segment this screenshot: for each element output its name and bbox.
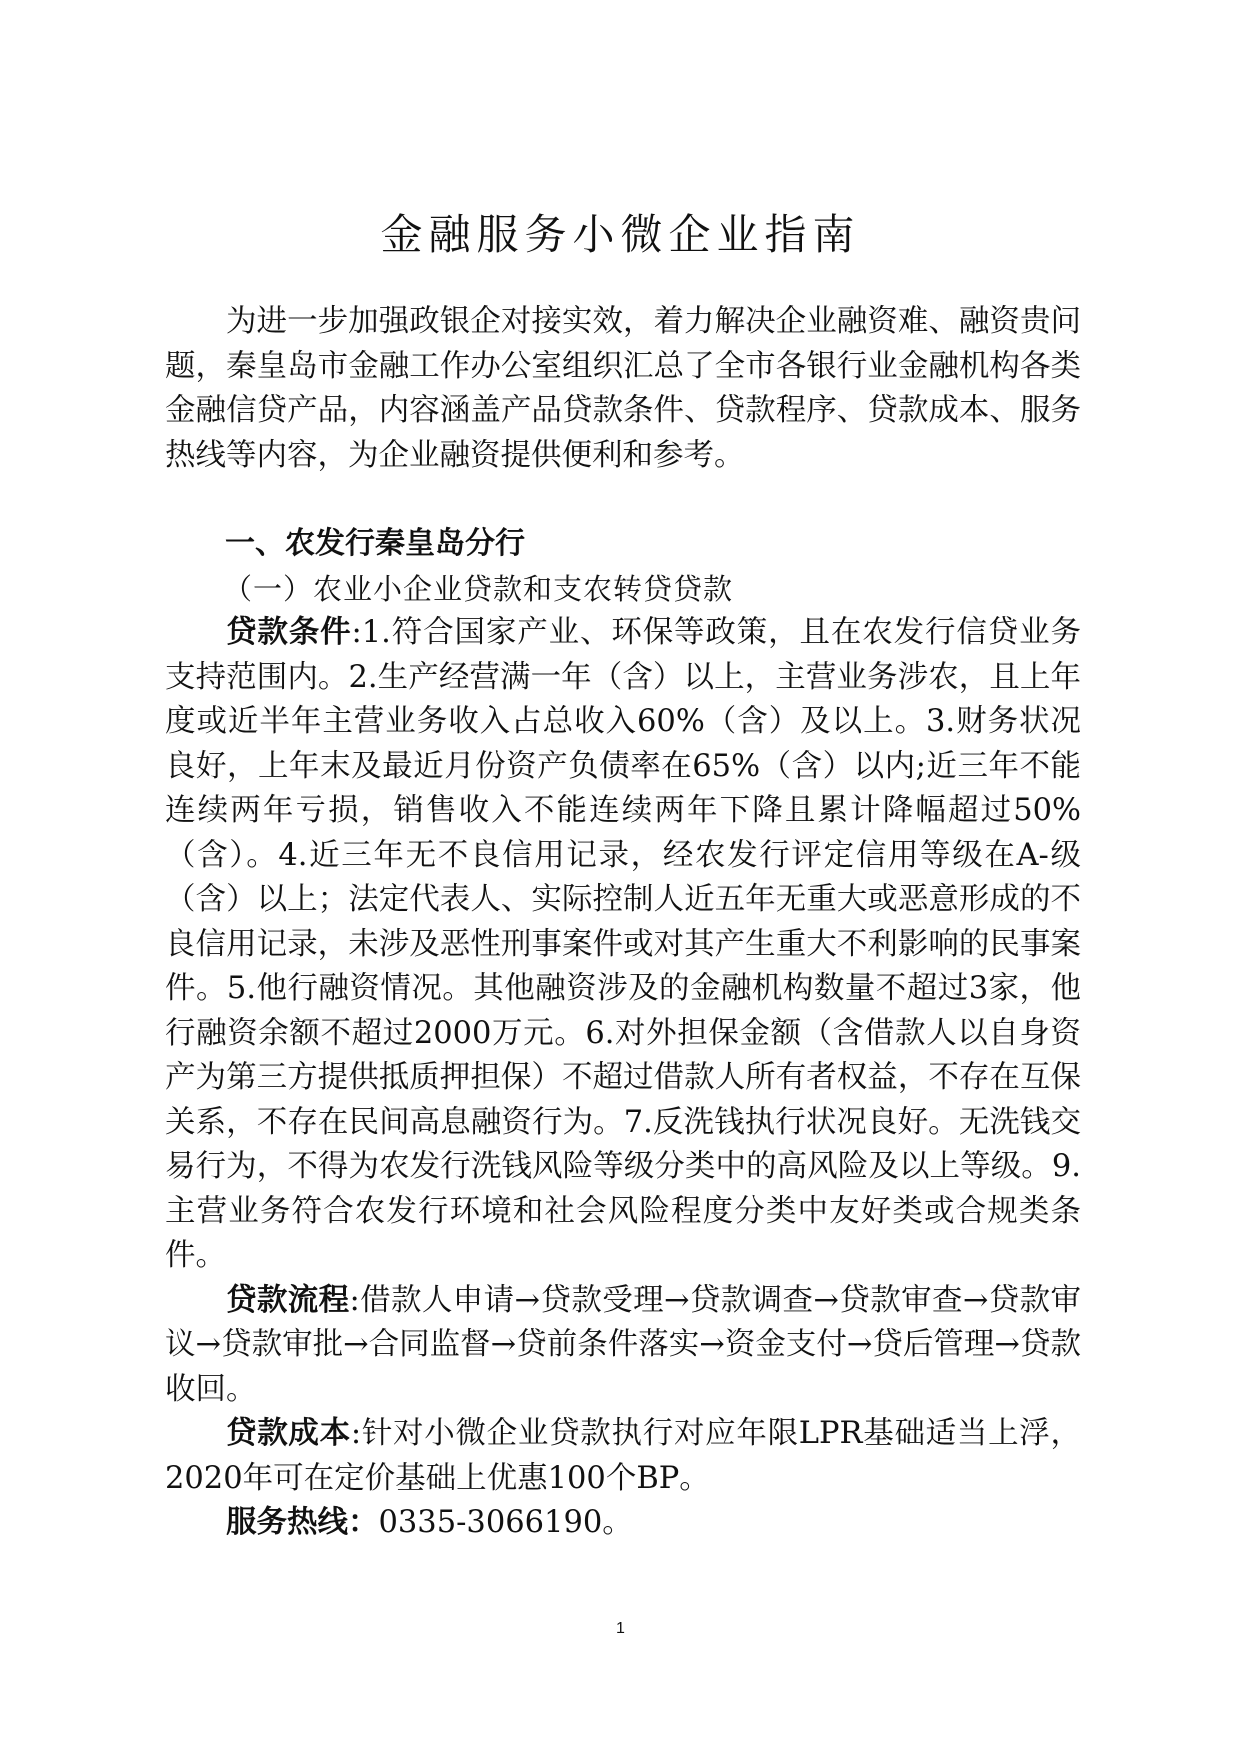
loan-conditions-label: 贷款条件 [226, 615, 352, 650]
hotline-paragraph [165, 1501, 1081, 1546]
intro-paragraph: 为进一步加强政银企对接实效，着力解决企业融资难、融资贵问题，秦皇岛市金融工作办公室组织汇总了全市各银行业金融机构各类金融信贷产品，内容涵盖产品贷款条件、贷款程序、贷款成本、服务热线等内容，为企业融资提供便利和参考。 [165, 304, 1081, 473]
document-title: 金融服务小微企业指南 [380, 210, 861, 259]
hotline-number: 0335-3066190。 [378, 1505, 633, 1540]
loan-conditions-paragraph [165, 611, 1081, 1279]
section-heading: 一、农发行秦皇岛分行 [225, 526, 525, 561]
subsection-heading: （一）农业小企业贷款和支农转贷贷款 [223, 571, 734, 606]
paragraph-spacer [165, 478, 1081, 522]
loan-process-text: :借款人申请→贷款受理→贷款调查→贷款审查→贷款审议→贷款审批→合同监督→贷前条件落实→资金支付→贷后管理→贷款收回。 [165, 1282, 1081, 1407]
loan-conditions-text: :1.符合国家产业、环保等政策，且在农发行信贷业务支持范围内。2.生产经营满一年（含）以上，主营业务涉农，且上年度或近半年主营业务收入占总收入60%（含）及以上。3.财务状况良好，上年末及最近月份资产负债率在65%（含）以内;近三年不能连续两年亏损，销售收入不能连续两年下降且累计降幅超过50%（含）。4.近三年无不良信用记录，经农发行评定信用等级在A-级（含）以上；法定代表人、实际控制人近五年无重大或恶意形成的不良信用记录，未涉及恶性刑事案件或对其产生重大不利影响的民事案件。5.他行融资情况。其他融资涉及的金融机构数量不超过3家，他行融资余额不超过2000万元。6.对外担保金额（含借款人以自身资产为第三方提供抵质押担保）不超过借款人所有者权益，不存在互保关系，不存在民间高息融资行为。7.反洗钱执行状况良好。无洗钱交易行为，不得为农发行洗钱风险等级分类中的高风险及以上等级。9.主营业务符合农发行环境和社会风险程度分类中友好类或合规类条件。 [165, 615, 1082, 1273]
loan-process-paragraph [165, 1279, 1081, 1413]
page-number: 1 [616, 1620, 625, 1637]
loan-cost-label: 贷款成本 [226, 1416, 351, 1451]
loan-cost-paragraph [165, 1412, 1081, 1501]
loan-cost-text: :针对小微企业贷款执行对应年限LPR基础适当上浮，2020年可在定价基础上优惠100个BP。 [165, 1416, 1081, 1496]
document-body [165, 300, 1081, 1546]
loan-process-label: 贷款流程 [226, 1282, 350, 1318]
hotline-label: 服务热线： [226, 1505, 379, 1540]
